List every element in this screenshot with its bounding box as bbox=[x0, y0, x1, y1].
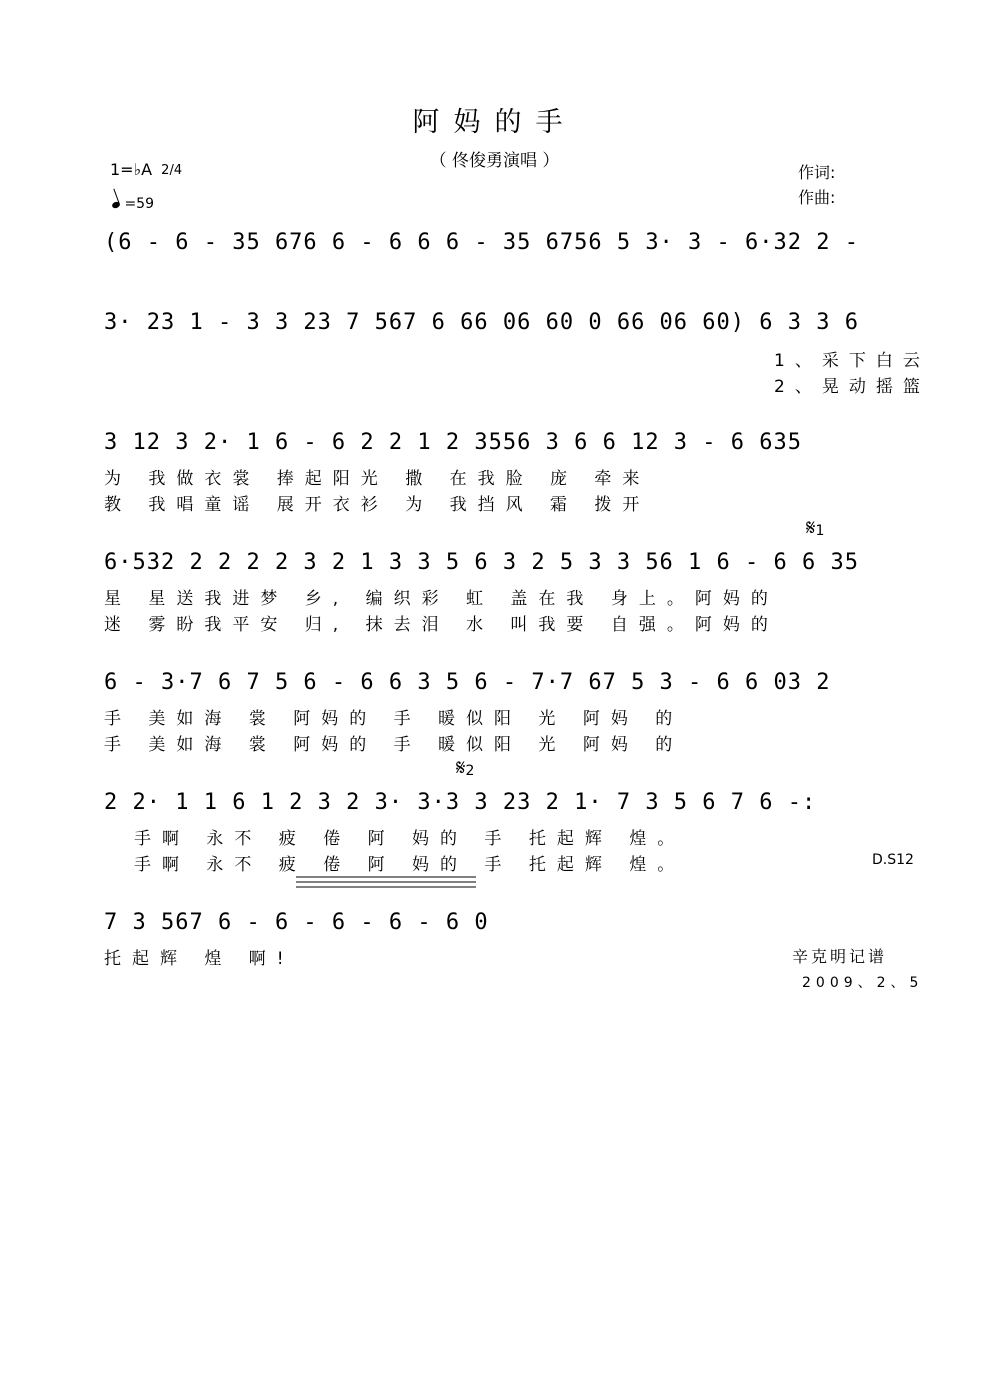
verse-1-line: 为 我做衣裳 捧起阳光 撒 在我脸 庞 牵来 bbox=[104, 469, 651, 489]
time-signature-value: 2/4 bbox=[161, 163, 183, 178]
staff-row-7 bbox=[104, 904, 922, 944]
staff-row-3 bbox=[104, 424, 922, 464]
dal-segno-mark: D.S12 bbox=[872, 852, 914, 868]
page-title: 阿妈的手 bbox=[412, 107, 577, 138]
verse-1-intro: 1、采下白云 bbox=[774, 351, 930, 371]
segno-2-icon: 𝄋2 bbox=[456, 756, 475, 781]
staff-row-6 bbox=[104, 784, 922, 824]
time-signature bbox=[161, 164, 182, 177]
staff-notes: 6 - 3·7 6 7 5 6 - 6 6 3 5 6 - 7·7 67 5 3 - 6 6 03 2 bbox=[104, 670, 831, 695]
decrescendo-hairpin bbox=[296, 876, 476, 888]
quarter-note-icon bbox=[111, 201, 121, 209]
verse-2-line: 迷 雾盼我平安 归, 抹去泪 水 叫我要 自强。阿妈的 bbox=[104, 615, 779, 635]
key-signature bbox=[110, 160, 182, 179]
staff-row-1 bbox=[104, 224, 922, 264]
verse-2-line: 教 我唱童谣 展开衣衫 为 我挡风 霜 拨开 bbox=[104, 495, 651, 515]
staff-notes: 3 12 3 2· 1 6 - 6 2 2 1 2 3556 3 6 6 12 3 - 6 635 bbox=[104, 430, 803, 455]
singer-credit: （ 佟俊勇演唱 ） bbox=[429, 151, 560, 171]
staff-notes: 3· 23 1 - 3 3 23 7 567 6 66 06 60 0 66 06 60) 6 3 3 6 bbox=[104, 310, 859, 335]
verse-1-line: 星 星送我进梦 乡, 编织彩 虹 盖在我 身上。阿妈的 bbox=[104, 589, 779, 609]
staff-row-2 bbox=[104, 304, 922, 344]
tempo-mark bbox=[112, 196, 154, 212]
staff-row-5 bbox=[104, 664, 922, 704]
verse-2-line: 手啊 永不 疲 倦 阿 妈的 手 托起辉 煌。 bbox=[134, 855, 686, 875]
transcriber-credit: 辛克明记谱 bbox=[792, 947, 888, 966]
staff-notes: (6 - 6 - 35 676 6 - 6 6 6 - 35 6756 5 3· 3 - 6·32 2 - bbox=[104, 230, 859, 255]
staff-notes: 6·532 2 2 2 2 3 2 1 3 3 5 6 3 2 5 3 3 56 1 6 - 6 6 35 bbox=[104, 550, 859, 575]
verse-1-line: 手 美如海 裳 阿妈的 手 暖似阳 光 阿妈 的 bbox=[104, 709, 684, 729]
lyricist-label: 作词: bbox=[798, 163, 836, 182]
staff-notes: 7 3 567 6 - 6 - 6 - 6 - 6 0 bbox=[104, 910, 489, 935]
transcription-date: 2009、2、5 bbox=[802, 975, 924, 991]
staff-notes: 2 2· 1 1 6 1 2 3 2 3· 3·3 3 23 2 1· 7 3 5 6 7 6 -: bbox=[104, 790, 817, 815]
segno-label: 2 bbox=[465, 763, 475, 779]
verse-2-intro: 2、晃动摇篮 bbox=[774, 377, 930, 397]
staff-row-4 bbox=[104, 544, 922, 584]
verse-2-line: 手 美如海 裳 阿妈的 手 暖似阳 光 阿妈 的 bbox=[104, 735, 684, 755]
verse-1-line: 手啊 永不 疲 倦 阿 妈的 手 托起辉 煌。 bbox=[134, 829, 686, 849]
key-label: 1=♭A bbox=[110, 160, 153, 179]
composer-label: 作曲: bbox=[798, 188, 836, 207]
segno-label: 1 bbox=[815, 523, 825, 539]
tempo-value: =59 bbox=[124, 196, 154, 212]
verse-final-line: 托起辉 煌 啊! bbox=[104, 949, 295, 969]
segno-1-icon: 𝄋1 bbox=[806, 516, 825, 541]
